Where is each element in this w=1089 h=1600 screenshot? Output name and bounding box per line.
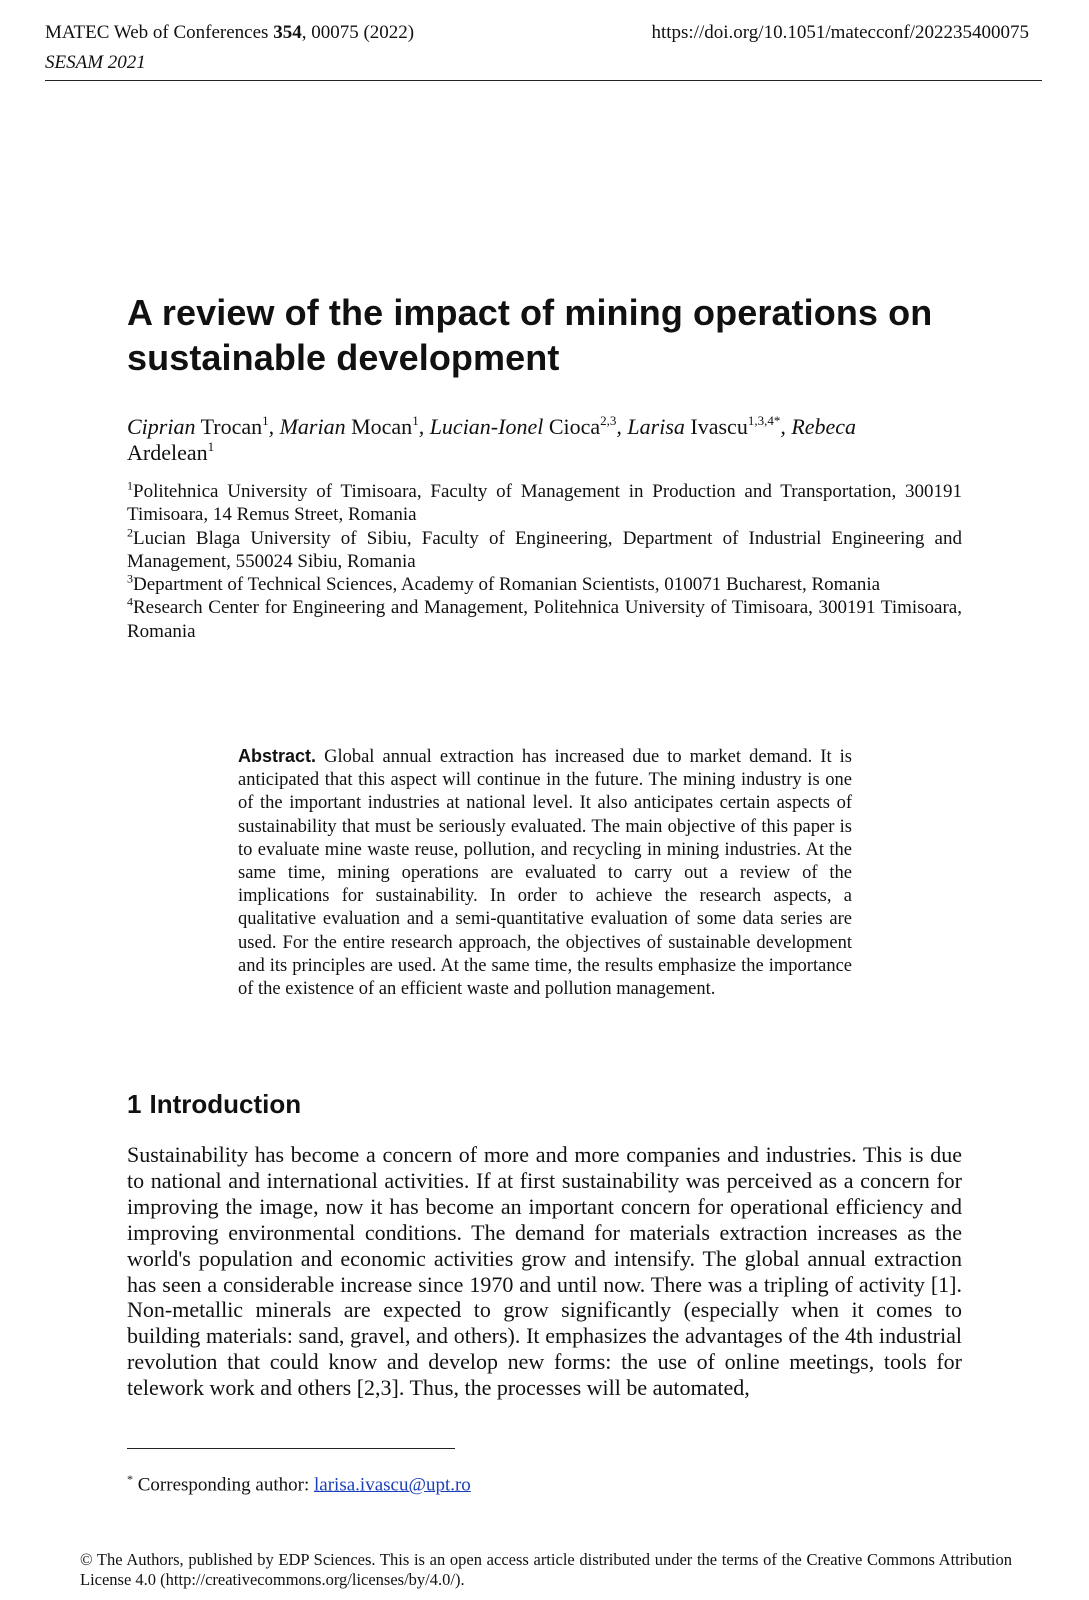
affiliations xyxy=(127,480,962,643)
affiliation: $^1$Politehnica University of Timisoara, Faculty of Management in Production and Transportation, 300191 Timisoara, 14 Remus Street, Romania xyxy=(127,478,962,526)
abstract xyxy=(238,745,852,1001)
section-number: 1 xyxy=(127,1089,142,1119)
author: Rebeca Ardelean$^1$ xyxy=(127,414,857,465)
affiliation: $^3$Department of Technical Sciences, Academy of Romanian Scientists, 010071 Bucharest, Romania xyxy=(127,571,881,596)
header-divider xyxy=(45,80,1042,81)
abstract-text: Global annual extraction has increased due to market demand. It is anticipated that this aspect will continue in the future. The mining industry is one of the important industries at national level. It also anticipates certain aspects of sustainability that must be seriously evaluated. The main objective of this paper is to evaluate mine waste reuse, pollution, and recycling in mining industries. At the same time, mining operations are evaluated to carry out a review of the implications for sustainability. In order to achieve the research aspects, a qualitative evaluation and a semi-quantitative evaluation of some data series are used. For the entire research approach, the objectives of sustainable development and its principles are used. At the same time, the results emphasize the importance of the existence of an efficient waste and pollution management. xyxy=(238,747,853,1000)
footnote-mark: * xyxy=(127,1472,133,1486)
license-notice: © The Authors, published by EDP Sciences. This is an open access article distributed under the terms of the Creative Commons Attribution License 4.0 (http://creativecommons.org/licenses/by/4.0/). xyxy=(80,1550,1012,1589)
footnote-label: Corresponding author: xyxy=(133,1474,315,1496)
author: Larisa Ivascu$^{1,3,4*}$, xyxy=(627,412,792,439)
affiliation: $^4$Research Center for Engineering and Management, Politehnica University of Timisoara, 300191 Timisoara, Romania xyxy=(127,595,962,642)
paper-title: A review of the impact of mining operations on sustainable development xyxy=(127,292,933,378)
conference-name: SESAM 2021 xyxy=(45,52,146,73)
author: Lucian-Ionel Cioca$^{2,3}$, xyxy=(429,412,628,439)
journal-name: MATEC Web of Conferences xyxy=(45,22,274,43)
introduction-paragraph: Sustainability has become a concern of more and more companies and industries. This is due to national and international activities. If at first sustainability was perceived as a concern for improving the image, now it has become an important concern for operational efficiency and improving environmental conditions. The demand for materials extraction increases as the world's population and economic activities grow and intensify. The global annual extraction has seen a considerable increase since 1970 and until now. There was a tripling of activity [1]. Non-metallic minerals are expected to grow significantly (especially when it comes to building materials: sand, gravel, and others). It emphasizes the advantages of the 4th industrial revolution that could know and develop new forms: the use of online meetings, tools for telework work and others [2,3]. Thus, the processes will be automated, xyxy=(127,1142,962,1401)
doi-link[interactable]: https://doi.org/10.1051/matecconf/202235400075 xyxy=(651,22,1029,43)
article-reference: , 00075 (2022) xyxy=(301,22,415,43)
journal-volume: 354 xyxy=(273,22,302,43)
affiliation: $^2$Lucian Blaga University of Sibiu, Faculty of Engineering, Department of Industrial Engineering and Management, 550024 Sibiu, Romania xyxy=(127,525,962,572)
footnote-divider xyxy=(127,1448,455,1449)
section-heading xyxy=(127,1088,309,1120)
author: Marian Mocan$^1$, xyxy=(279,412,430,439)
author-list xyxy=(127,414,962,466)
journal-header xyxy=(45,22,414,44)
corresponding-author-footnote xyxy=(127,1468,471,1496)
author-email-link[interactable]: larisa.ivascu@upt.ro xyxy=(314,1474,471,1496)
abstract-label: Abstract. xyxy=(238,746,317,766)
author: Ciprian Trocan$^1$, xyxy=(127,412,280,439)
section-title: Introduction xyxy=(149,1089,302,1119)
